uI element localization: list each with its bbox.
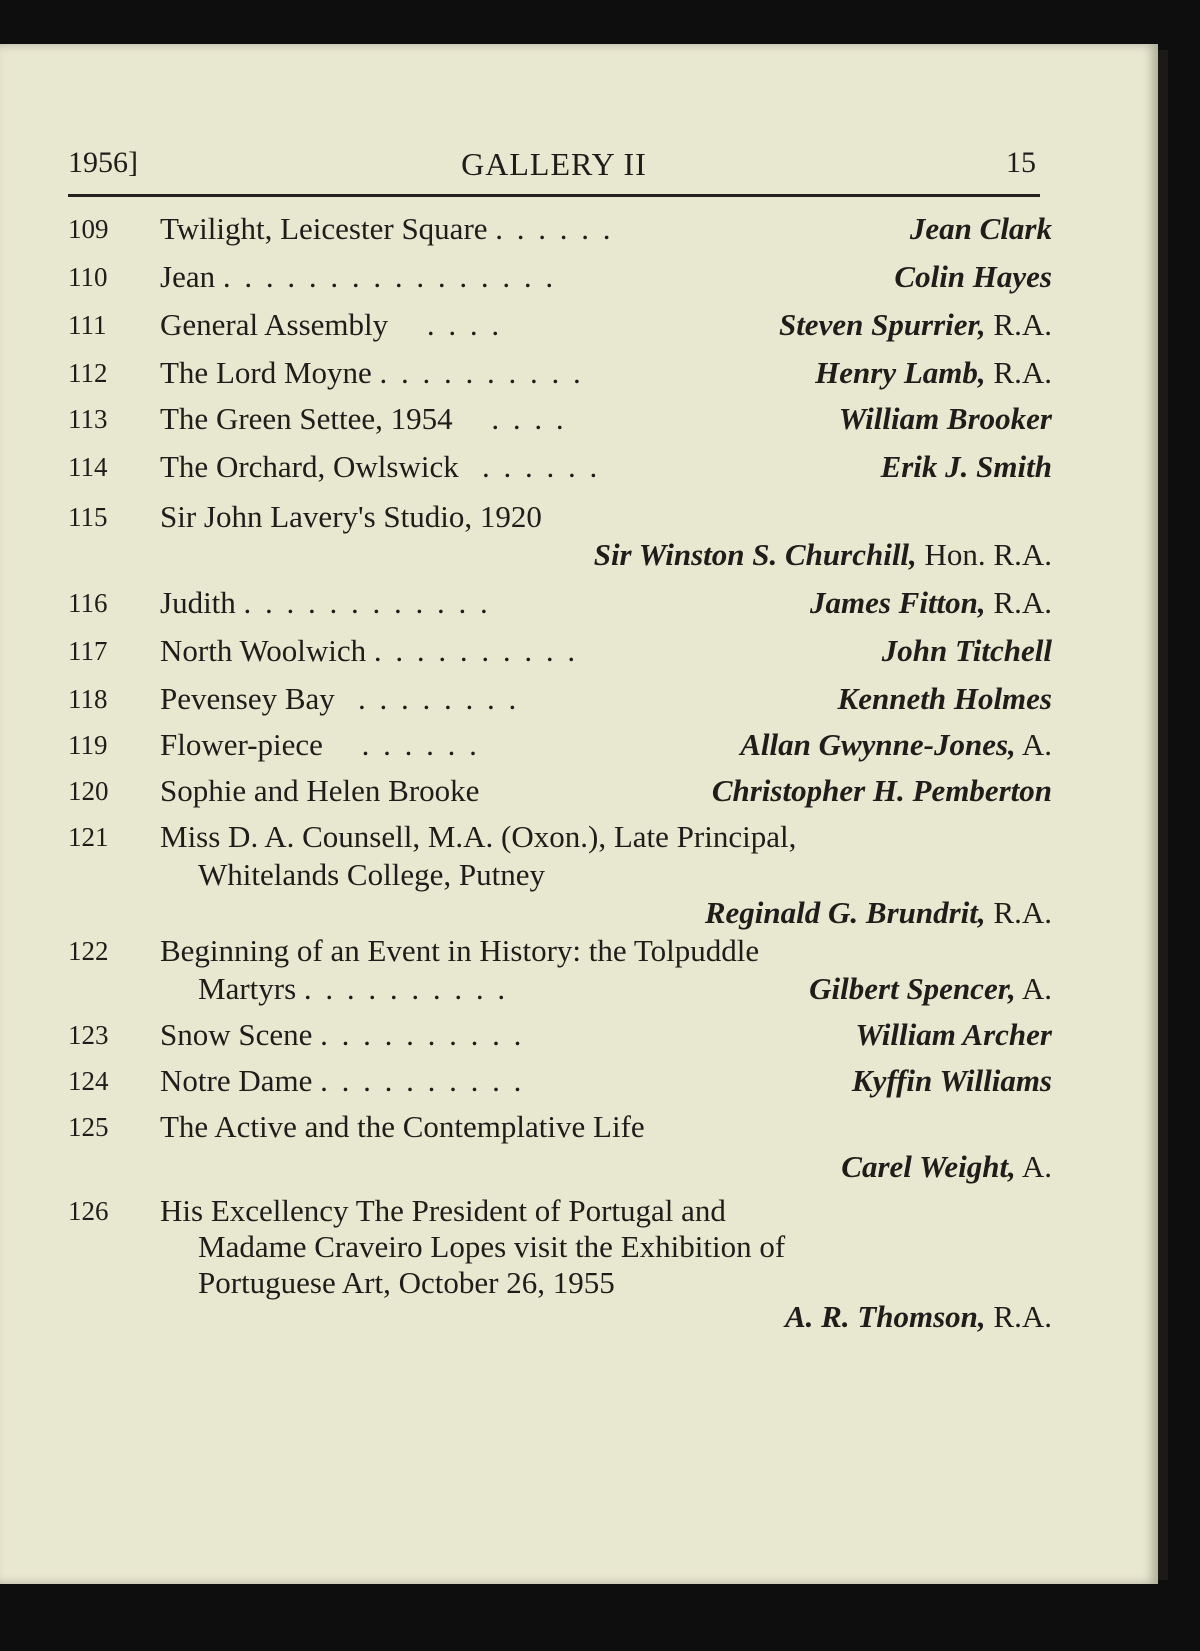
entry-title: Snow Scene . . . . . . . . . . (160, 1017, 525, 1052)
entry-number: 119 (68, 730, 108, 760)
entry-artist: Henry Lamb, R.A. (815, 355, 1052, 390)
entry-number: 122 (68, 936, 109, 966)
entry-number: 126 (68, 1196, 109, 1226)
entry-artist: Christopher H. Pemberton (711, 773, 1052, 808)
entry-title: Judith . . . . . . . . . . . . (160, 585, 491, 620)
entry-artist: Reginald G. Brundrit, R.A. (704, 895, 1052, 930)
entry-artist: Sir Winston S. Churchill, Hon. R.A. (593, 537, 1052, 572)
entry-artist: Kenneth Holmes (837, 681, 1052, 716)
entry-artist: William Brooker (838, 401, 1052, 436)
entry-title: Jean . . . . . . . . . . . . . . . . (160, 259, 557, 294)
entry-title: The Active and the Contemplative Life (160, 1109, 645, 1144)
entry-artist: Jean Clark (909, 211, 1052, 246)
catalogue-entry (68, 498, 1052, 578)
entry-artist: A. R. Thomson, R.A. (784, 1299, 1052, 1334)
entry-title: Miss D. A. Counsell, M.A. (Oxon.), Late Principal, (160, 819, 797, 854)
entry-number: 125 (68, 1112, 109, 1142)
entry-title: Beginning of an Event in History: the Tolpuddle (160, 933, 760, 968)
entry-title-continued: Madame Craveiro Lopes visit the Exhibition of (198, 1229, 786, 1264)
entry-title: Notre Dame . . . . . . . . . . (160, 1063, 525, 1098)
entry-title: The Lord Moyne . . . . . . . . . . (160, 355, 584, 390)
entry-artist: Kyffin Williams (851, 1063, 1052, 1098)
entry-title: North Woolwich . . . . . . . . . . (160, 633, 579, 668)
entry-artist: James Fitton, R.A. (809, 585, 1052, 620)
page-edge (1158, 50, 1168, 1580)
header-rule (68, 194, 1040, 197)
entry-number: 123 (68, 1020, 109, 1050)
header-title: GALLERY II (461, 146, 647, 182)
entry-number: 114 (68, 452, 108, 482)
entry-title-continued: Portuguese Art, October 26, 1955 (198, 1265, 615, 1300)
entry-title: Flower-piece . . . . . . (160, 727, 480, 762)
entry-title: Twilight, Leicester Square . . . . . . (160, 211, 614, 246)
entry-artist: John Titchell (881, 633, 1052, 668)
entry-number: 113 (68, 404, 108, 434)
page-header (68, 140, 1040, 190)
entry-number: 111 (68, 310, 107, 340)
entry-artist: Carel Weight, A. (841, 1149, 1052, 1184)
entry-title: Sir John Lavery's Studio, 1920 (160, 499, 542, 534)
entry-number: 116 (68, 588, 108, 618)
header-year: 1956] (68, 146, 138, 179)
entry-title: Sophie and Helen Brooke (160, 773, 480, 808)
catalogue-entry (68, 932, 1052, 1012)
header-page-number: 15 (1006, 146, 1036, 179)
entry-number: 117 (68, 636, 108, 666)
entry-artist: Colin Hayes (894, 259, 1052, 294)
entry-number: 109 (68, 214, 109, 244)
entry-artist: Erik J. Smith (880, 449, 1052, 484)
entry-number: 118 (68, 684, 108, 714)
catalogue-entry (68, 818, 1052, 938)
entry-artist: Steven Spurrier, R.A. (778, 307, 1052, 342)
entry-number: 121 (68, 822, 109, 852)
entry-number: 124 (68, 1066, 109, 1096)
entry-number: 110 (68, 262, 108, 292)
entry-title: Pevensey Bay . . . . . . . . (160, 681, 520, 716)
catalogue-entry (68, 1108, 1052, 1188)
catalogue-entry (68, 1192, 1052, 1352)
entry-title: General Assembly . . . . (160, 307, 503, 342)
entry-title-continued: Martyrs . . . . . . . . . . (198, 971, 509, 1006)
entry-artist: Gilbert Spencer, A. (809, 971, 1052, 1006)
entry-title: The Green Settee, 1954 . . . . (160, 401, 567, 436)
entry-title-continued: Whitelands College, Putney (198, 857, 545, 892)
entry-title: His Excellency The President of Portugal and (160, 1193, 726, 1228)
entry-number: 120 (68, 776, 109, 806)
entry-artist: Allan Gwynne-Jones, A. (740, 727, 1052, 762)
entry-title: The Orchard, Owlswick . . . . . . (160, 449, 601, 484)
entry-number: 115 (68, 502, 108, 532)
entry-number: 112 (68, 358, 108, 388)
entry-artist: William Archer (855, 1017, 1052, 1052)
